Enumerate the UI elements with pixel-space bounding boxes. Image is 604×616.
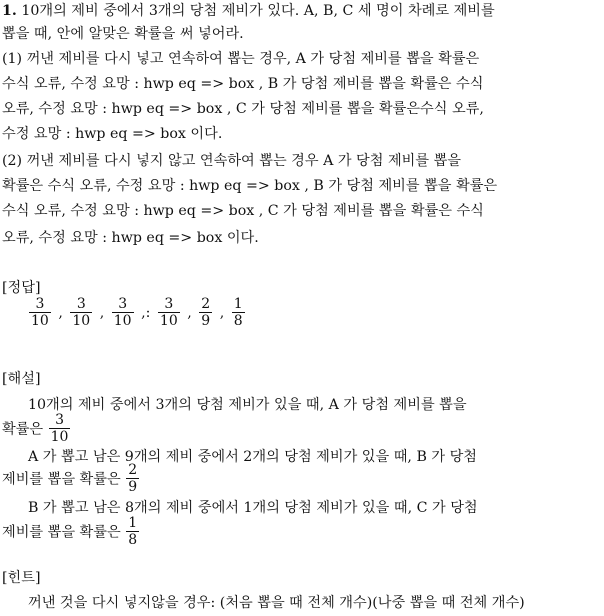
answer-fraction-6	[232, 296, 245, 329]
answer-fraction-2-den: 10	[72, 313, 91, 329]
explanation-heading: [해설]	[2, 371, 41, 387]
answer-fraction-4-den: 10	[159, 313, 178, 329]
answer-fraction-3	[112, 296, 134, 329]
hint-heading: [힌트]	[2, 570, 41, 586]
answer-fractions	[28, 296, 246, 329]
answer-heading: [정답]	[2, 280, 41, 296]
explanation-p2-num: 2	[128, 462, 138, 478]
problem-line-4: 수식 오류, 수정 요망 : hwp eq => box , B 가 당첨 제비를 뽑을 확률은 수식	[2, 76, 484, 92]
problem-line-8: 확률은 수식 오류, 수정 요망 : hwp eq => box , B 가 당첨 제비를 뽑을 확률은	[2, 178, 498, 194]
answer-sep-3: ,:	[141, 304, 151, 321]
problem-line-10: 오류, 수정 요망 : hwp eq => box 이다.	[2, 230, 259, 246]
answer-sep-2: ,	[99, 304, 105, 321]
answer-fraction-5-num: 2	[201, 296, 211, 312]
problem-number: 1.	[2, 3, 17, 19]
explanation-p3-num: 1	[128, 515, 138, 531]
answer-fraction-1-den: 10	[31, 313, 49, 329]
answer-fraction-2	[70, 296, 92, 329]
answer-sep-1: ,	[58, 304, 63, 321]
problem-line-5: 오류, 수정 요망 : hwp eq => box , C 가 당첨 제비를 뽑을 확률은수식 오류,	[2, 101, 484, 117]
answer-fraction-1-num: 3	[35, 296, 45, 312]
explanation-p2-den: 9	[128, 479, 138, 495]
problem-line-7: (2) 꺼낸 제비를 다시 넣지 않고 연속하여 뽑는 경우 A 가 당첨 제비를 뽑을	[2, 153, 462, 169]
explanation-p2-line1: A 가 뽑고 남은 9개의 제비 중에서 2개의 당첨 제비가 있을 때, B 가 당첨	[28, 449, 478, 465]
answer-sep-4: ,	[187, 304, 192, 321]
problem-line-6: 수정 요망 : hwp eq => box 이다.	[2, 126, 223, 142]
explanation-p3-text: 제비를 뽑을 확률은	[2, 524, 121, 541]
explanation-p1-line1: 10개의 제비 중에서 3개의 당첨 제비가 있을 때, A 가 당첨 제비를 뽑을	[28, 397, 467, 413]
explanation-p1-fraction	[49, 412, 71, 445]
explanation-p3-den: 8	[128, 532, 138, 548]
answer-fraction-5	[199, 296, 212, 329]
answer-fraction-3-num: 3	[118, 296, 128, 312]
explanation-p3-fraction	[126, 515, 139, 548]
answer-fraction-4-num: 3	[164, 296, 174, 312]
explanation-p2-line2	[2, 462, 140, 495]
explanation-p1-den: 10	[50, 429, 69, 445]
explanation-p3-line1: B 가 뽑고 남은 8개의 제비 중에서 1개의 당첨 제비가 있을 때, C 가 당첨	[28, 500, 478, 516]
explanation-p2-fraction	[126, 462, 139, 495]
explanation-p2-text: 제비를 뽑을 확률은	[2, 471, 121, 488]
answer-fraction-2-num: 3	[76, 296, 86, 312]
problem-text: 10개의 제비 중에서 3개의 당첨 제비가 있다. A, B, C 세 명이 차례로 제비를	[21, 3, 495, 19]
answer-fraction-1	[29, 296, 51, 329]
problem-line-2: 뽑을 때, 안에 알맞은 확률을 써 넣어라.	[2, 26, 244, 42]
answer-fraction-6-den: 8	[233, 313, 243, 329]
hint-text: 꺼낸 것을 다시 넣지않을 경우: (처음 뽑을 때 전체 개수)(나중 뽑을 때 전체 개수)	[28, 595, 525, 611]
explanation-p1-text: 확률은	[2, 421, 44, 438]
problem-line-3: (1) 꺼낸 제비를 다시 넣고 연속하여 뽑는 경우, A 가 당첨 제비를 뽑을 확률은	[2, 51, 480, 67]
answer-sep-5: ,	[219, 304, 225, 321]
explanation-p1-num: 3	[55, 412, 65, 428]
answer-fraction-3-den: 10	[113, 313, 132, 329]
problem-line-1	[2, 2, 495, 20]
answer-fraction-5-den: 9	[201, 313, 211, 329]
explanation-p1-line2	[2, 412, 71, 445]
answer-fraction-6-num: 1	[233, 296, 243, 312]
answer-fraction-4	[158, 296, 180, 329]
problem-line-9: 수식 오류, 수정 요망 : hwp eq => box , C 가 당첨 제비를 뽑을 확률은 수식	[2, 203, 484, 219]
explanation-p3-line2	[2, 515, 140, 548]
